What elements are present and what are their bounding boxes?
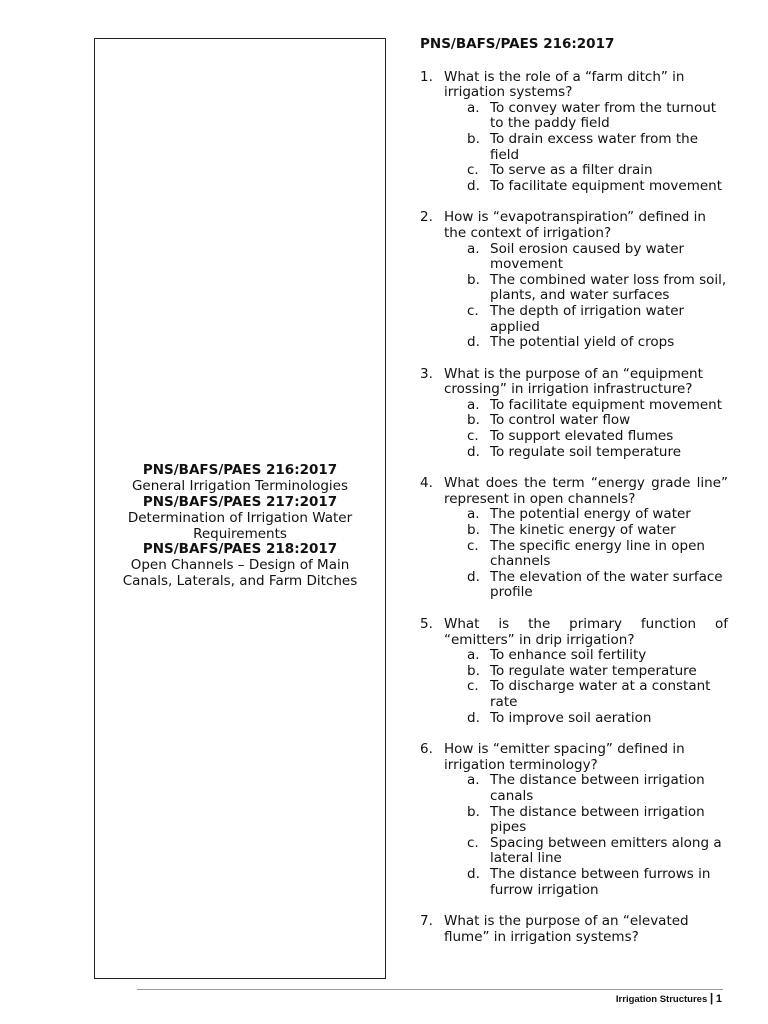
- answer-option: [444, 570, 728, 601]
- option-text: The potential yield of crops: [490, 334, 675, 351]
- option-letter: d.: [467, 443, 480, 460]
- question-number: 1.: [420, 68, 433, 85]
- answer-option: [444, 836, 728, 867]
- answer-option: [444, 101, 728, 132]
- option-letter: c.: [467, 834, 479, 851]
- option-text: To control water flow: [490, 412, 631, 429]
- answer-option: [444, 664, 728, 680]
- answer-option: [444, 773, 728, 804]
- answer-option: [444, 711, 728, 727]
- option-text: To discharge water at a constant rate: [490, 678, 711, 710]
- option-text: To serve as a filter drain: [490, 162, 653, 179]
- option-letter: b.: [467, 412, 480, 429]
- footer-divider: [137, 989, 723, 990]
- answer-option: [444, 445, 728, 461]
- answer-option: [444, 539, 728, 570]
- standards-list: [95, 427, 385, 589]
- option-letter: b.: [467, 662, 480, 679]
- option-text: To facilitate equipment movement: [490, 396, 723, 413]
- page-number: 1: [715, 993, 722, 1005]
- option-text: The distance between irrigation pipes: [490, 803, 705, 836]
- question-number: 7.: [420, 913, 433, 930]
- answer-option: [444, 413, 728, 429]
- page-footer: [616, 991, 722, 1005]
- footer-separator: |: [709, 991, 714, 1005]
- answer-option: [444, 648, 728, 664]
- option-text: To convey water from the turnout to the paddy field: [490, 99, 717, 132]
- answer-option: [444, 805, 728, 836]
- question-item: [420, 617, 728, 726]
- option-letter: b.: [467, 271, 480, 288]
- option-text: The distance between furrows in furrow irrigation: [490, 865, 711, 898]
- option-letter: a.: [467, 240, 480, 257]
- standard-title: General Irrigation Terminologies: [131, 478, 349, 495]
- option-text: To support elevated flumes: [490, 428, 674, 445]
- option-letter: a.: [467, 396, 480, 413]
- answer-option: [444, 335, 728, 351]
- answer-option: [444, 163, 728, 179]
- option-letter: c.: [467, 537, 479, 554]
- answer-option: [444, 867, 728, 898]
- option-text: The potential energy of water: [490, 506, 691, 523]
- standard-title: Open Channels – Design of Main Canals, Laterals, and Farm Ditches: [122, 557, 358, 589]
- answer-option: [444, 507, 728, 523]
- option-letter: d.: [467, 865, 480, 882]
- question-item: [420, 914, 728, 945]
- answer-option: [444, 242, 728, 273]
- footer-label: Irrigation Structures: [615, 994, 708, 1005]
- option-text: To enhance soil fertility: [490, 647, 647, 664]
- question-number: 3.: [420, 365, 433, 382]
- standards-box: [94, 38, 386, 979]
- standard-code: PNS/BAFS/PAES 216:2017: [142, 462, 338, 479]
- option-letter: d.: [467, 568, 480, 585]
- question-text: What is the purpose of an “elevated flume” in irrigation systems?: [444, 913, 689, 945]
- option-letter: a.: [467, 772, 480, 789]
- question-item: [420, 742, 728, 898]
- question-number: 4.: [420, 475, 433, 492]
- question-number: 6.: [420, 741, 433, 758]
- answer-option: [444, 273, 728, 304]
- question-text: What is the primary function of “emitters” in drip irrigation?: [444, 616, 728, 648]
- option-text: The depth of irrigation water applied: [490, 302, 685, 335]
- answer-option: [444, 304, 728, 335]
- question-item: [420, 70, 728, 195]
- question-item: [420, 210, 728, 350]
- option-letter: a.: [467, 647, 480, 664]
- option-letter: b.: [467, 522, 480, 539]
- option-text: To regulate soil temperature: [490, 443, 682, 460]
- option-text: To improve soil aeration: [490, 709, 652, 726]
- question-text: How is “emitter spacing” defined in irrigation terminology?: [444, 741, 685, 773]
- question-column: [420, 37, 728, 961]
- option-text: The specific energy line in open channels: [490, 537, 705, 570]
- option-text: The elevation of the water surface profile: [490, 568, 723, 601]
- answer-option: [444, 523, 728, 539]
- option-letter: b.: [467, 130, 480, 147]
- option-letter: d.: [467, 177, 480, 194]
- option-text: The distance between irrigation canals: [490, 772, 705, 804]
- question-text: What does the term “energy grade line” represent in open channels?: [444, 475, 728, 507]
- option-letter: c.: [467, 302, 479, 319]
- option-text: The kinetic energy of water: [490, 522, 676, 539]
- option-text: To regulate water temperature: [490, 662, 697, 679]
- option-letter: c.: [467, 678, 479, 695]
- question-text: What is the purpose of an “equipment crossing” in irrigation infrastructure?: [444, 365, 703, 398]
- option-text: Soil erosion caused by water movement: [490, 240, 685, 273]
- question-number: 2.: [420, 209, 433, 226]
- option-letter: c.: [467, 162, 479, 179]
- standard-code: PNS/BAFS/PAES 218:2017: [142, 541, 338, 558]
- answer-option: [444, 679, 728, 710]
- option-letter: d.: [467, 709, 480, 726]
- answer-option: [444, 132, 728, 163]
- answer-option: [444, 429, 728, 445]
- option-text: To facilitate equipment movement: [490, 177, 723, 194]
- question-text: What is the role of a “farm ditch” in irrigation systems?: [444, 68, 685, 101]
- option-letter: a.: [467, 99, 480, 116]
- answer-option: [444, 398, 728, 414]
- section-heading: PNS/BAFS/PAES 216:2017: [420, 36, 615, 52]
- answer-option: [444, 179, 728, 195]
- option-text: Spacing between emitters along a lateral line: [490, 834, 722, 867]
- option-text: The combined water loss from soil, plants, and water surfaces: [490, 271, 727, 304]
- option-letter: c.: [467, 428, 479, 445]
- option-letter: b.: [467, 803, 480, 820]
- question-item: [420, 367, 728, 461]
- question-item: [420, 476, 728, 601]
- standard-code: PNS/BAFS/PAES 217:2017: [142, 493, 338, 510]
- standard-title: Determination of Irrigation Water Requirements: [127, 509, 353, 542]
- option-letter: a.: [467, 506, 480, 523]
- option-text: To drain excess water from the field: [490, 130, 699, 163]
- option-letter: d.: [467, 334, 480, 351]
- question-number: 5.: [420, 616, 433, 632]
- question-text: How is “evapotranspiration” defined in the context of irrigation?: [444, 209, 706, 241]
